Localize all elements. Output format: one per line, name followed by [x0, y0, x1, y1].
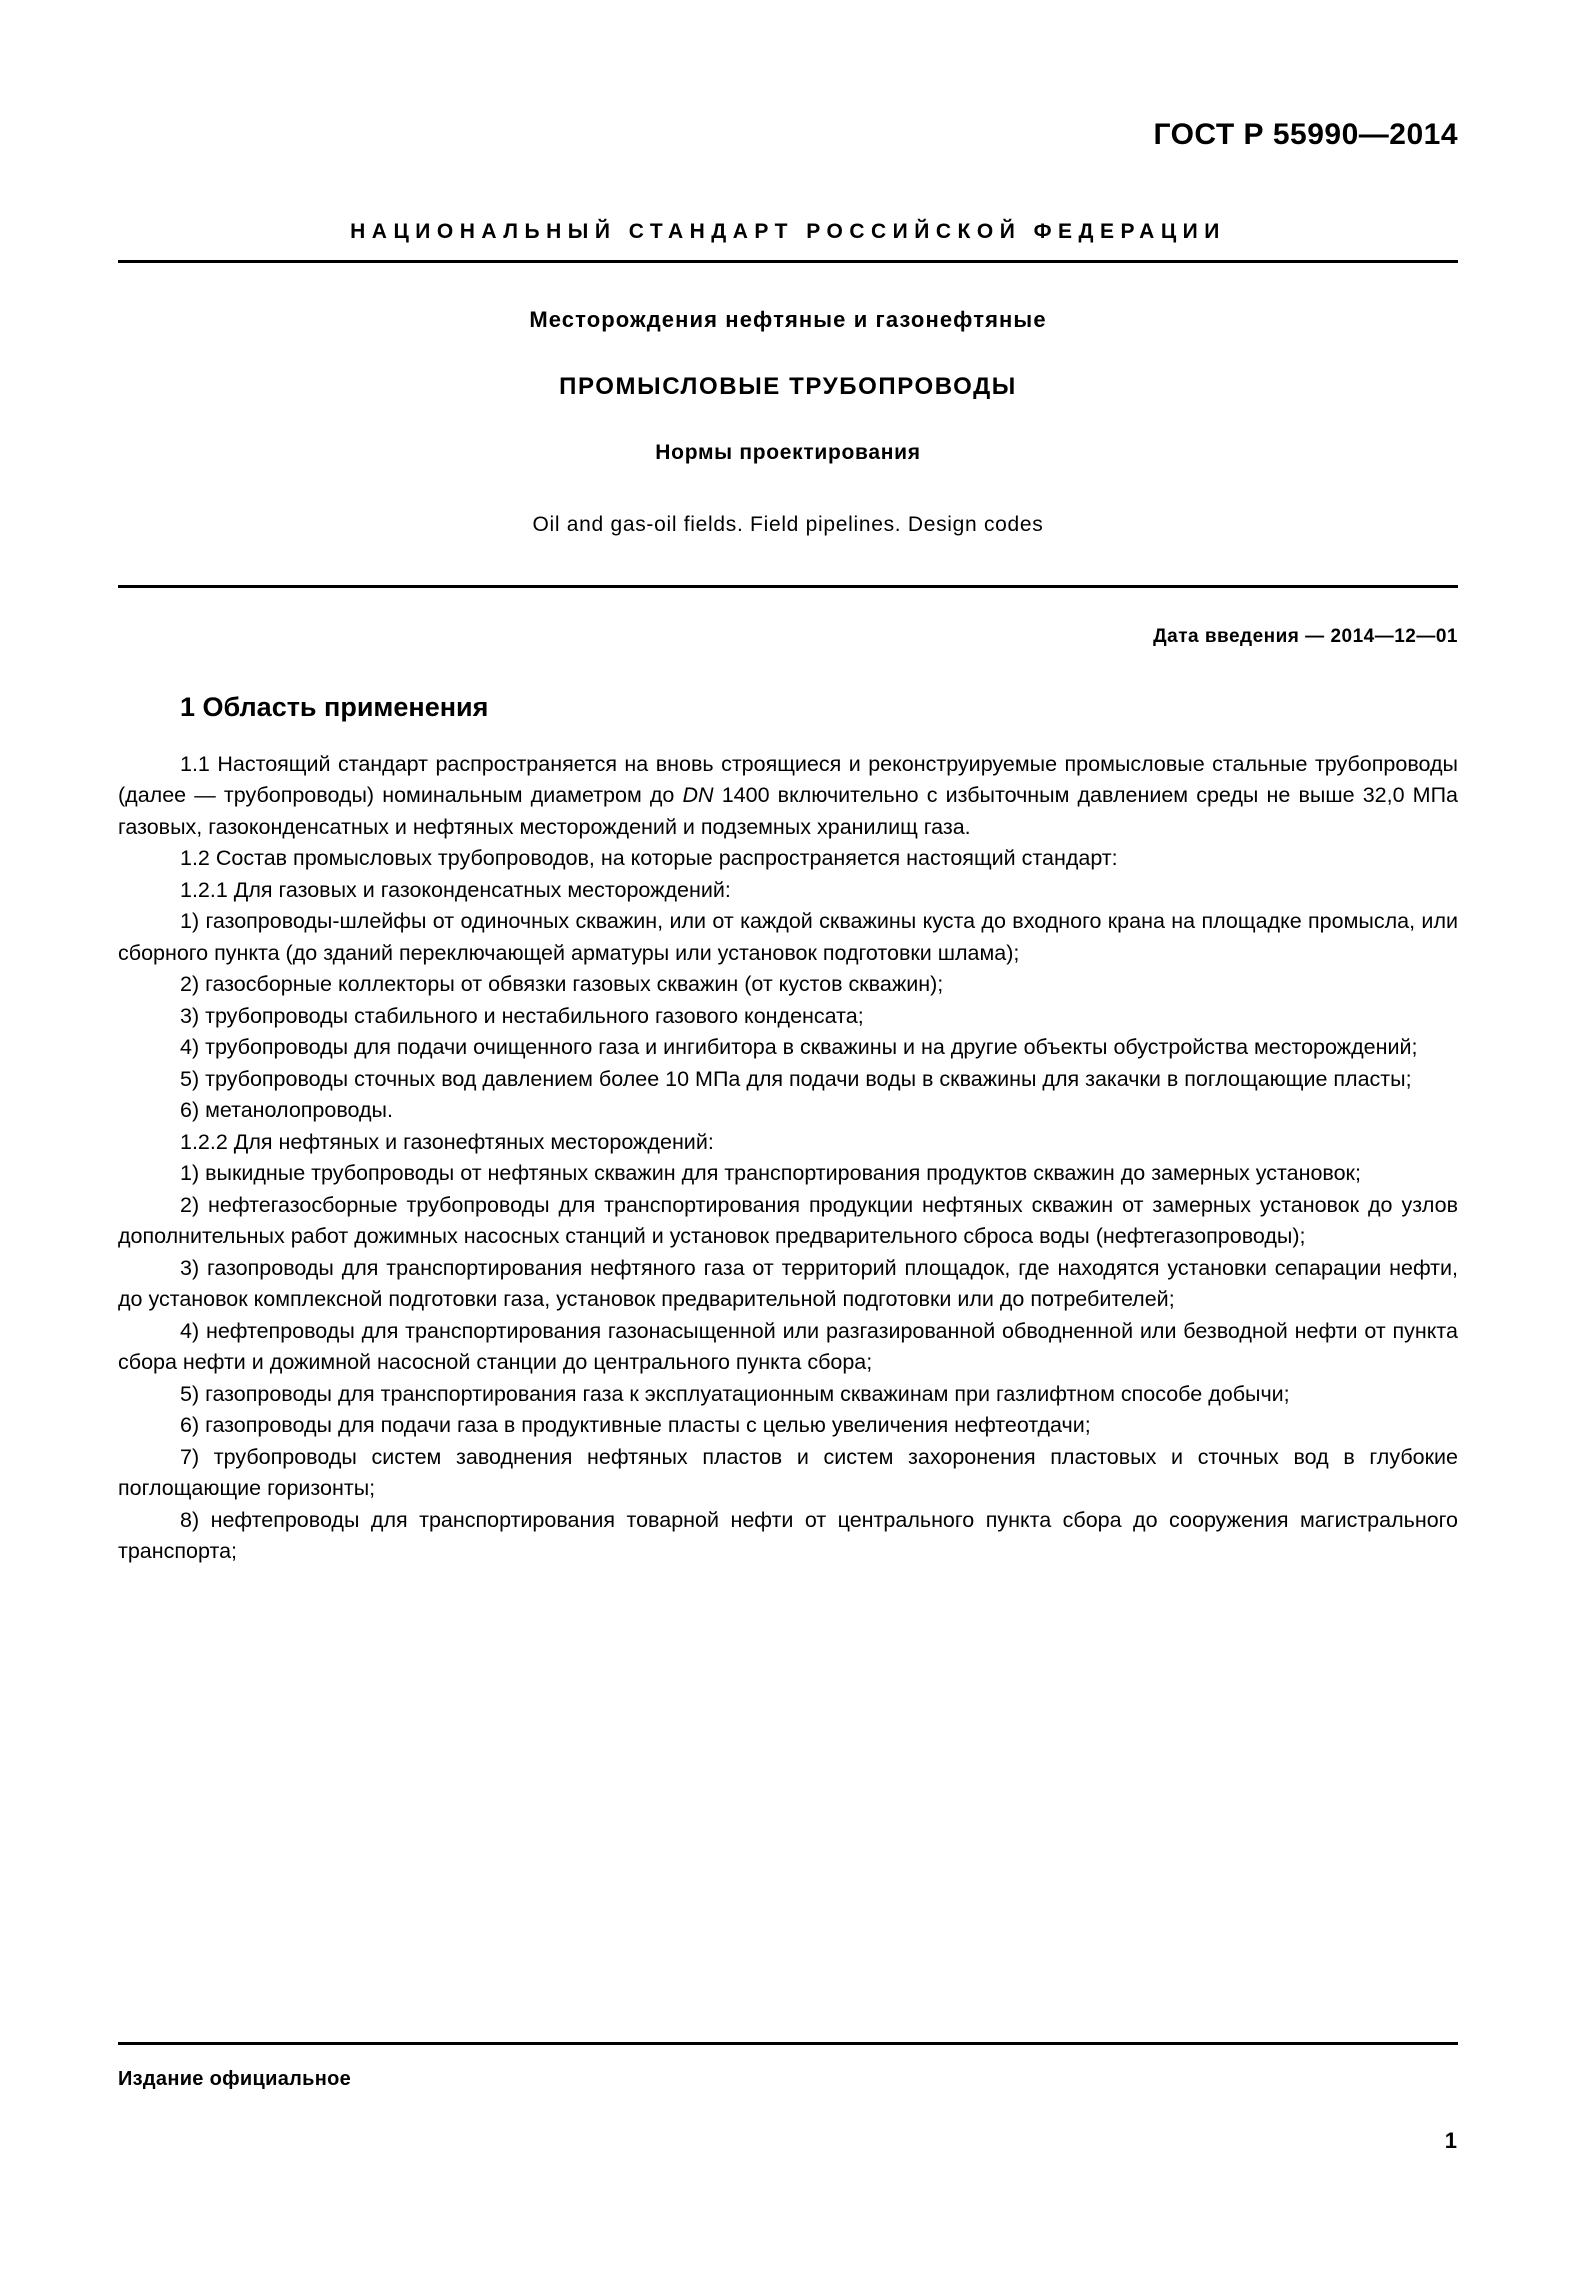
paragraph: 1.2.1 Для газовых и газоконденсатных месторождений:	[180, 877, 731, 902]
paragraph: 5) трубопроводы сточных вод давлением более 10 МПа для подачи воды в скважины для закачки в поглощающие пласты;	[180, 1066, 1412, 1091]
paragraph: 1.2 Состав промысловых трубопроводов, на которые распространяется настоящий стандарт:	[180, 846, 1118, 871]
body-text	[118, 749, 1458, 1568]
paragraph: 1) выкидные трубопроводы от нефтяных скважин для транспортирования продуктов скважин до замерных установок;	[180, 1161, 1361, 1186]
title-main: ПРОМЫСЛОВЫЕ ТРУБОПРОВОДЫ	[559, 373, 1017, 400]
title-subtitle: Нормы проектирования	[655, 441, 921, 464]
paragraph: 3) трубопроводы стабильного и нестабильного газового конденсата;	[180, 1003, 864, 1028]
paragraph: 2) газосборные коллекторы от обвязки газовых скважин (от кустов скважин);	[180, 972, 944, 997]
paragraph: 4) нефтепроводы для транспортирования газонасыщенной или разгазированной обводненной или безводной нефти от пункта сбора нефти и дожимной насосной станции до центрального пункта сбора;	[118, 1318, 1458, 1375]
divider-bottom	[118, 585, 1458, 588]
title-english: Oil and gas-oil fields. Field pipelines. Design codes	[532, 513, 1044, 536]
paragraph: 8) нефтепроводы для транспортирования товарной нефти от центрального пункта сбора до сооружения магистрального транспорта;	[118, 1507, 1458, 1564]
page-number: 1	[1444, 2128, 1457, 2153]
effective-date: Дата введения — 2014—12—01	[1153, 626, 1458, 647]
section-heading: 1 Область применения	[180, 692, 489, 722]
paragraph: 7) трубопроводы систем заводнения нефтяных пластов и систем захоронения пластовых и сточных вод в глубокие поглощающие горизонты;	[118, 1444, 1458, 1501]
paragraph: 2) нефтегазосборные трубопроводы для транспортирования продукции нефтяных скважин от замерных установок до узлов дополнительных работ дожимных насосных станций и установок предварительного сброса воды (нефтегазопроводы);	[118, 1192, 1458, 1249]
paragraph: 5) газопроводы для транспортирования газа к эксплуатационным скважинам при газлифтном способе добычи;	[180, 1381, 1290, 1406]
footer-divider	[118, 2042, 1458, 2045]
page-content	[118, 0, 1458, 1568]
document-code: ГОСТ Р 55990—2014	[1153, 118, 1458, 151]
paragraph: 6) метанолопроводы.	[180, 1098, 393, 1123]
divider-top	[118, 260, 1458, 263]
paragraph: 4) трубопроводы для подачи очищенного газа и ингибитора в скважины и на другие объекты обустройства месторождений;	[180, 1035, 1418, 1060]
official-edition-label: Издание официальное	[118, 2068, 352, 2090]
paragraph: 3) газопроводы для транспортирования нефтяного газа от территорий площадок, где находятся установки сепарации нефти, до установок комплексной подготовки газа, установок предварительной подготовки или до потребителей;	[118, 1255, 1458, 1312]
paragraph: 1) газопроводы-шлейфы от одиночных скважин, или от каждой скважины куста до входного крана на площадке промысла, или сборного пункта (до зданий переключающей арматуры или установок подготовки шлама);	[118, 909, 1458, 965]
title-block	[118, 307, 1458, 537]
paragraph: 6) газопроводы для подачи газа в продуктивные пласты с целью увеличения нефтеотдачи;	[180, 1413, 1091, 1438]
paragraph: 1.2.2 Для нефтяных и газонефтяных месторождений:	[180, 1129, 714, 1154]
national-standard-banner: НАЦИОНАЛЬНЫЙ СТАНДАРТ РОССИЙСКОЙ ФЕДЕРАЦИИ	[350, 220, 1226, 243]
title-subject: Месторождения нефтяные и газонефтяные	[529, 307, 1047, 332]
paragraph: 1.1 Настоящий стандарт распространяется на вновь строящиеся и реконструируемые промысловые стальные трубопроводы (далее — трубопроводы) номинальным диаметром до DN 1400 включительно с избыточным давлением среды не выше 32,0 МПа газовых, газоконденсатных и нефтяных месторождений и подземных хранилищ газа.	[118, 752, 1458, 839]
